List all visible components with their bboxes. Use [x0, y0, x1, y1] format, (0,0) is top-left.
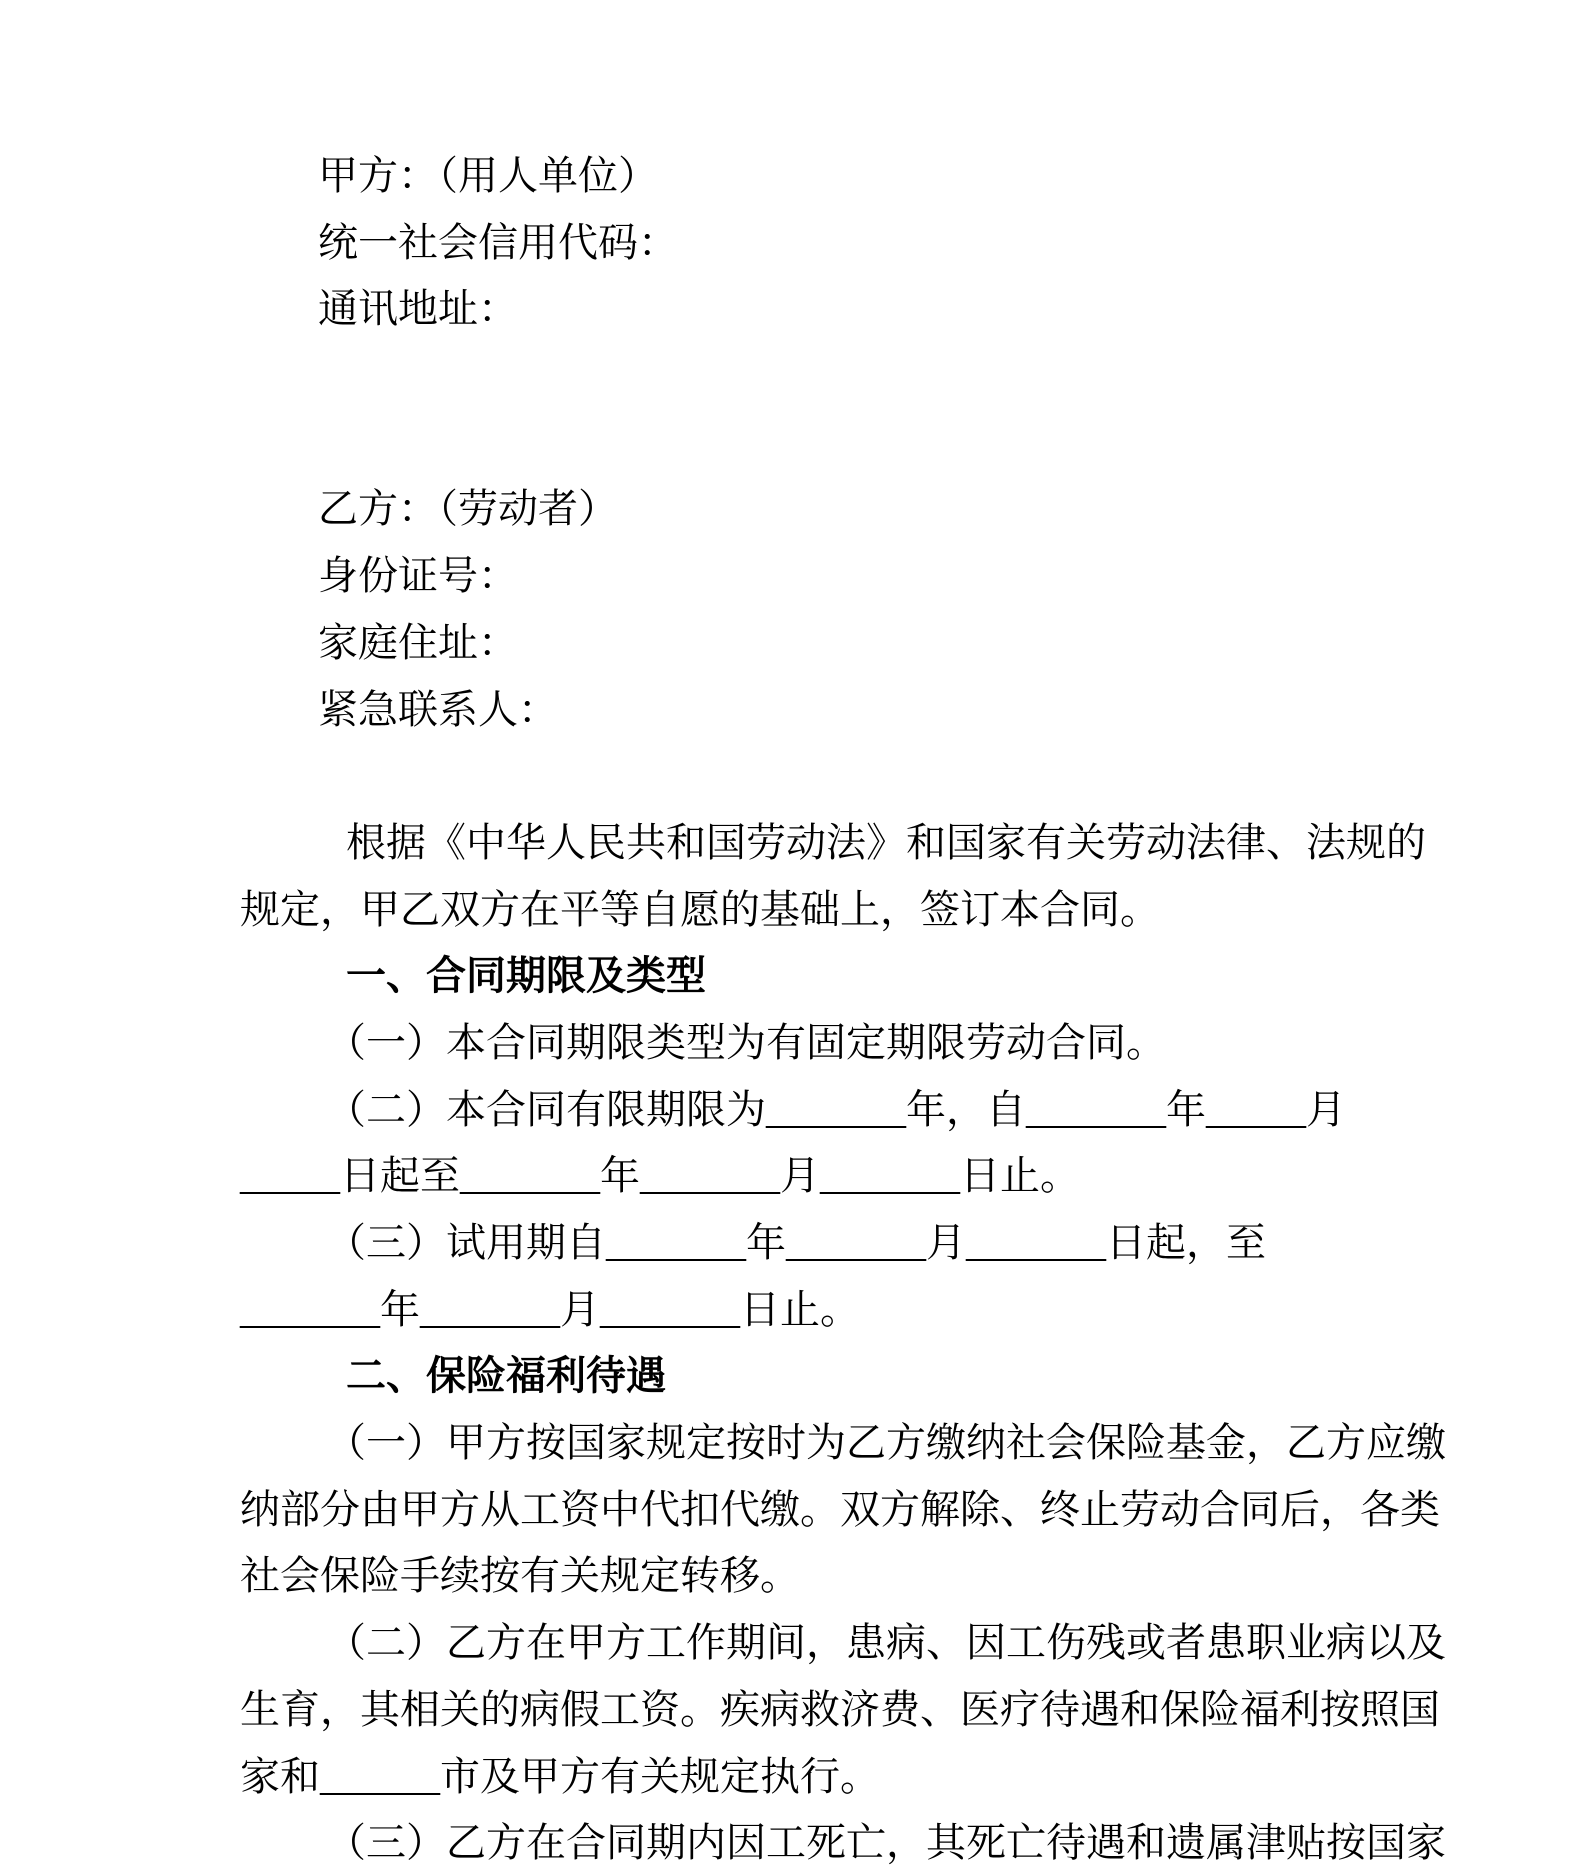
- section-1-heading: 一、合同期限及类型: [346, 953, 706, 999]
- clause-1-2-line-1: （二）本合同有限期限为_______年，自_______年_____月: [326, 1086, 1346, 1132]
- clause-2-2-line-1: （二）乙方在甲方工作期间，患病、因工伤残或者患职业病以及: [326, 1620, 1446, 1666]
- clause-2-2-line-3: 家和______市及甲方有关规定执行。: [240, 1753, 880, 1799]
- clause-1-1: （一）本合同期限类型为有固定期限劳动合同。: [326, 1019, 1166, 1065]
- party-a-label: 甲方：（用人单位）: [318, 153, 658, 198]
- section-2-heading: 二、保险福利待遇: [346, 1353, 666, 1399]
- party-b-home-address-label: 家庭住址：: [318, 619, 518, 665]
- preamble-line-1: 根据《中华人民共和国劳动法》和国家有关劳动法律、法规的: [346, 819, 1426, 865]
- preamble-line-2: 规定，甲乙双方在平等自愿的基础上，签订本合同。: [240, 886, 1160, 932]
- clause-2-1-line-3: 社会保险手续按有关规定转移。: [240, 1553, 800, 1599]
- clause-1-3-line-2: _______年_______月_______日止。: [240, 1286, 860, 1332]
- party-b-label: 乙方：（劳动者）: [318, 486, 618, 532]
- party-a-address-label: 通讯地址：: [318, 286, 518, 332]
- clause-2-3-line-1: （三）乙方在合同期内因工死亡，其死亡待遇和遗属津贴按国家: [326, 1820, 1446, 1866]
- clause-2-1-line-2: 纳部分由甲方从工资中代扣代缴。双方解除、终止劳动合同后，各类: [240, 1486, 1440, 1532]
- party-b-emergency-contact-label: 紧急联系人：: [318, 686, 558, 732]
- clause-2-1-line-1: （一）甲方按国家规定按时为乙方缴纳社会保险基金，乙方应缴: [326, 1420, 1446, 1466]
- clause-1-2-line-2: _____日起至_______年_______月_______日止。: [240, 1153, 1080, 1199]
- clause-1-3-line-1: （三）试用期自_______年_______月_______日起，至: [326, 1220, 1266, 1265]
- clause-2-2-line-2: 生育，其相关的病假工资。疾病救济费、医疗待遇和保险福利按照国: [240, 1686, 1440, 1732]
- blank-line: [240, 343, 1370, 410]
- blank-line: [240, 743, 1370, 810]
- blank-line: [240, 410, 1370, 477]
- party-a-credit-code-label: 统一社会信用代码：: [318, 219, 678, 265]
- contract-body: [240, 143, 1446, 1876]
- party-b-id-number-label: 身份证号：: [318, 553, 518, 599]
